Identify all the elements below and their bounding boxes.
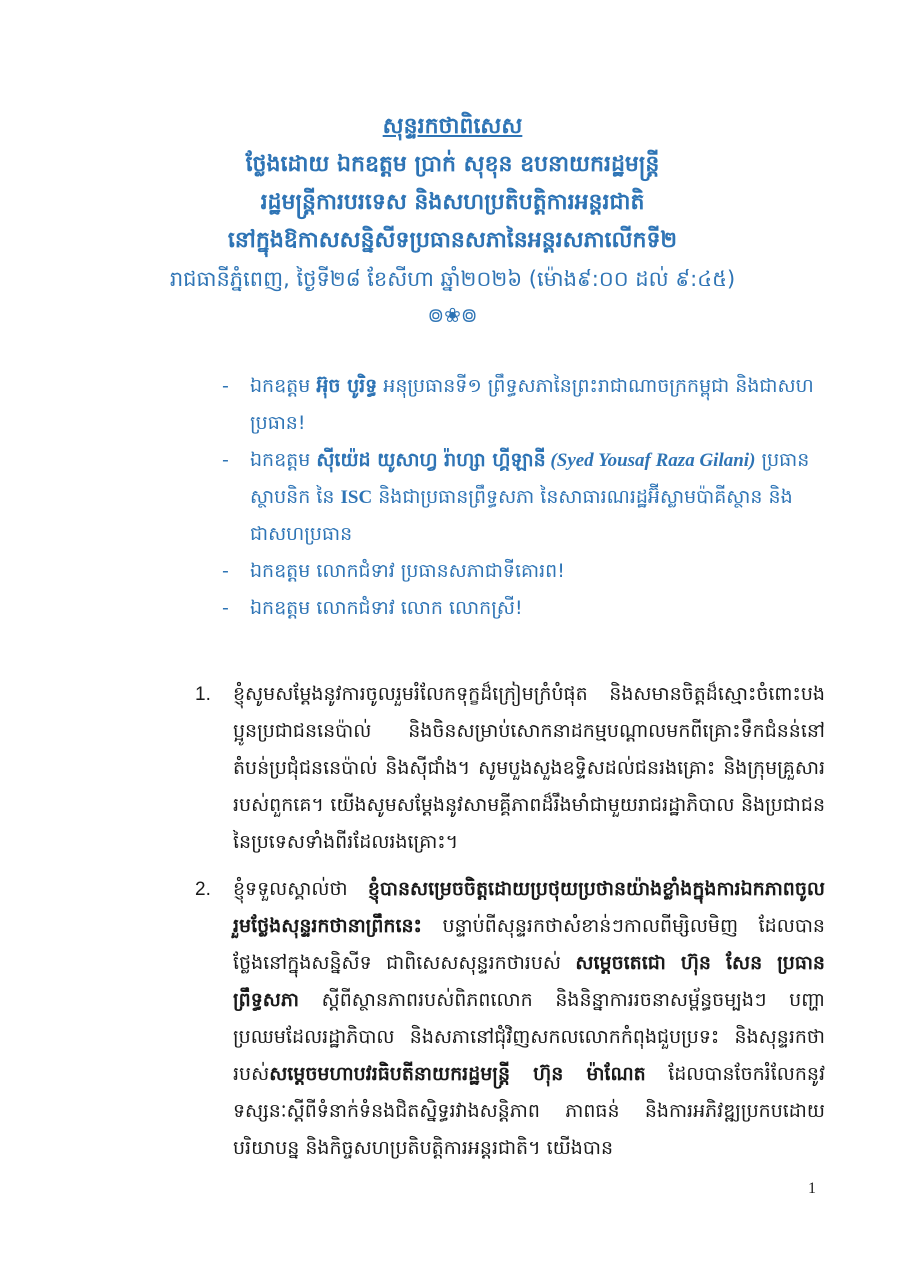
event-name: នៅក្នុងឱកាសសន្និសីទប្រធានសភានៃអន្តរសភាលើកទី២	[227, 228, 678, 253]
salutation-text: អនុប្រធានទី១ ព្រឹទ្ធសភានៃព្រះរាជាណាចក្រកម្ពុជា និងជាសហប្រធាន!	[250, 375, 814, 434]
salutation-name: អ៊ុច បូរិទ្ធ	[316, 375, 378, 397]
isc-acronym: ISC	[340, 487, 373, 508]
speech-header	[0, 108, 905, 332]
salutation-latin-name: (Syed Yousaf Raza Gilani)	[545, 450, 756, 471]
salutation-text: ឯកឧត្តម លោកជំទាវ លោក លោកស្រី!	[250, 597, 523, 619]
paragraph-emphasis: សម្តេចមហាបវរធិបតីនាយករដ្ឋមន្ត្រី ហ៊ុន ម៉ាណែត	[269, 1063, 646, 1085]
salutation-prefix: ឯកឧត្តម	[250, 375, 317, 397]
paragraph-number: 1.	[195, 684, 211, 705]
speaker-ministry: រដ្ឋមន្ត្រីការបរទេស និងសហប្រតិបត្តិការអន្តរជាតិ	[260, 190, 645, 215]
numbered-paragraph	[195, 871, 825, 1167]
salutation-text: និងជាប្រធានព្រឹទ្ធសភា នៃសាធារណរដ្ឋអ៊ីស្លាមប៉ាគីស្ថាន និងជាសហប្រធាន	[250, 486, 793, 545]
speech-body	[195, 676, 825, 1177]
salutation-item	[222, 442, 822, 553]
paragraph-text: ខ្ញុំទទួលស្គាល់ថា	[233, 878, 368, 900]
salutation-text: ប្រធានស្ថាបនិក នៃ	[250, 449, 810, 508]
ornament: ៙❀៙	[427, 303, 478, 327]
paragraph-text: ស្តីពីស្ថានភាពរបស់ពិភពលោក និងនិន្នាការរចនាសម្ព័ន្ធចម្បងៗ បញ្ហាប្រឈមដែលរដ្ឋាភិបាល និងសភានៅជុំវិញសកលលោកកំពុងជួបប្រទះ និងសុន្ទរកថារបស់	[233, 989, 825, 1085]
list-dash: -	[222, 560, 229, 582]
salutations-list	[222, 368, 822, 627]
paragraph-text: ខ្ញុំសូមសម្តែងនូវការចូលរួមរំលែកទុក្ខដ៏ក្រៀមក្រំបំផុត និងសមានចិត្តដ៏ស្មោះចំពោះបងប្អូនប្រជាជននេប៉ាល់ និងចិនសម្រាប់សោកនាដកម្មបណ្តាលមកពីគ្រោះទឹកជំនន់នៅតំបន់ប្រជុំជននេប៉ាល់ និងស៊ីជាំង។ សូមបួងសួងឧទ្ទិសដល់ជនរងគ្រោះ និងក្រុមគ្រួសាររបស់ពួកគេ។ យើងសូមសម្តែងនូវសាមគ្គីភាពដ៏រឹងមាំជាមួយរាជរដ្ឋាភិបាល និងប្រជាជននៃប្រទេសទាំងពីរដែលរងគ្រោះ។	[233, 683, 825, 853]
salutation-item	[222, 368, 822, 442]
paragraph-number: 2.	[195, 879, 211, 900]
salutation-item	[222, 590, 822, 627]
paragraph-emphasis: ខ្ញុំបានសម្រេចចិត្តដោយប្រថុយប្រថានយ៉ាងខ្លាំងក្នុងការឯកភាពចូលរួមថ្លែងសុន្ទរកថានាព្រឹកនេះ	[233, 878, 825, 937]
speaker-name: ឯកឧត្តម ប្រាក់ សុខុន	[337, 152, 513, 177]
speech-title: សុន្ទរកថាពិសេស	[382, 114, 523, 139]
list-dash: -	[222, 449, 229, 471]
list-dash: -	[222, 597, 229, 619]
speaker-prefix: ថ្លែងដោយ	[245, 152, 338, 177]
salutation-name: ស៊ីយ៉េដ យូសាហ្វ រ៉ាហ្សា ហ្គីឡានី	[316, 449, 546, 471]
page-number: 1	[808, 1180, 816, 1197]
speaker-line	[0, 146, 905, 184]
salutation-item	[222, 553, 822, 590]
event-date: រាជធានីភ្នំពេញ, ថ្ងៃទី២៨ ខែសីហា ឆ្នាំ២០២៦ (ម៉ោង៩:០០ ដល់ ៩:៤៥)	[169, 267, 736, 291]
salutation-text: ឯកឧត្តម លោកជំទាវ ប្រធានសភាជាទីគោរព!	[250, 560, 565, 582]
speaker-title: ឧបនាយករដ្ឋមន្ត្រី	[512, 152, 660, 177]
numbered-paragraph	[195, 676, 825, 861]
salutation-prefix: ឯកឧត្តម	[250, 449, 317, 471]
paragraph-text: ដែលបានចែករំលែកនូវទស្សនៈស្តីពីទំនាក់ទំនងជិតស្និទ្ធរវាងសន្តិភាព ភាពធន់ និងការអភិវឌ្ឍប្រកបដោយបរិយាបន្ន និងកិច្ចសហប្រតិបត្តិការអន្តរជាតិ។ យើងបាន	[233, 1063, 825, 1159]
list-dash: -	[222, 375, 229, 397]
paragraph-text: បន្ទាប់ពីសុន្ទរកថាសំខាន់ៗកាលពីម្សិលមិញ ដែលបានថ្លែងនៅក្នុងសន្និសីទ ជាពិសេសសុន្ទរកថារបស់	[233, 915, 825, 974]
paragraph-emphasis: សម្តេចតេជោ ហ៊ុន សែន ប្រធានព្រឹទ្ធសភា	[233, 952, 825, 1011]
